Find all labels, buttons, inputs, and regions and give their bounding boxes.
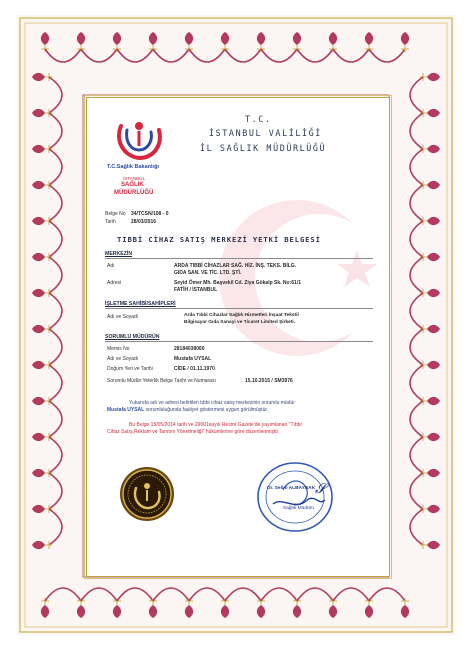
- merkez-adres-value-2: FATİH / İSTANBUL: [174, 287, 218, 293]
- approval-text: sorumluluğunda faaliyet göstermesi uygun görülmüştür.: [144, 407, 269, 413]
- doc-no-label: Belge No: [105, 211, 126, 217]
- logo-city: İSTANBUL: [123, 176, 146, 181]
- merkez-adres-value-1: Seyid Ömer Mh. Başvekil Cd. Ziya Gökalp Sk. No:61/1: [174, 280, 301, 286]
- yeterlik-label: Sorumlu Müdür Yeterlik Belge Tarihi ve Numarası: [107, 378, 216, 384]
- isletme-value-1: Arda Tıbbi Cihazlar Sağlık Hizmetleri İnşaat Tekstil: [184, 313, 299, 318]
- logo-ministry: T.C.Sağlık Bakanlığı: [107, 164, 159, 170]
- divider: [105, 341, 373, 342]
- approval-person: Mustafa UYSAL: [107, 407, 145, 413]
- tulip-ornament: [420, 541, 440, 549]
- official-stamp-icon: [255, 460, 335, 534]
- header-valilik: İSTANBUL VALİLİĞİ: [209, 128, 322, 138]
- section-sorumlu-heading: SORUMLU MÜDÜRÜN: [105, 334, 160, 340]
- adsoyad-value: Mustafa UYSAL: [174, 356, 212, 362]
- signature-mark: 𝓢: [315, 481, 326, 497]
- tulip-ornament: [32, 541, 52, 549]
- adsoyad-label: Adı ve Soyadı: [107, 356, 139, 362]
- divider: [105, 258, 373, 259]
- doc-no-value: 34/TCSN/108 - 0: [131, 211, 169, 217]
- header-tc: T.C.: [245, 114, 272, 124]
- dogum-label: Doğum Yeri ve Tarihi: [107, 366, 153, 372]
- doc-date-value: 28/03/2016: [131, 219, 157, 225]
- logo-dept-2: MÜDÜRLÜĞÜ: [114, 190, 154, 196]
- tulip-ornament: [401, 32, 409, 52]
- approval-line-2: [107, 407, 268, 413]
- signatory-title: Sağlık Müdürü: [283, 506, 314, 511]
- section-isletme-heading: İŞLETME SAHİBİ/SAHİPLERİ: [105, 301, 176, 307]
- divider: [105, 308, 373, 309]
- section-merkez-heading: MERKEZİN: [105, 251, 133, 257]
- signatory-name: Dr. Selim ALBAYRAK: [267, 486, 316, 491]
- yeterlik-value: 15.10.2015 / SM3976: [245, 378, 293, 384]
- regulation-line-2: Cihaz Satış,Reklam ve Tanıtım Yönetmeliği" hükümlerine göre düzenlenmiştir.: [107, 429, 280, 435]
- logo-dept-1: SAĞLIK: [121, 182, 144, 188]
- gold-seal-icon: [119, 466, 175, 522]
- isletme-value-2: Bilgisayar Gıda Sanayi ve Ticaret Limited Şirketi.: [184, 320, 296, 325]
- isletme-label: Adı ve Soyadı: [107, 314, 139, 320]
- ministry-logo-icon: [113, 116, 165, 162]
- doc-date-label: Tarih: [105, 219, 116, 225]
- certificate-body: T.C. İSTANBUL VALİLİĞİ İL SAĞLIK MÜDÜRLÜĞÜ T.C.Sağlık Bakanlığı İSTANBUL SAĞLIK MÜDÜRLÜĞÜ Belge No 34/TCSN/108 - 0 Tarih 28/03/2016 TIBBİ CİHAZ SATIŞ MERKEZİ YETKİ BELGESİ MERKEZİN Adı ARDA TIBBİ CİHAZLAR SAĞ. HİZ. İNŞ. TEKS. BİLG. GIDA SAN. VE TİC. LTD. ŞTİ. Adresi Seyid Ömer Mh. Başvekil Cd. Ziya Gökalp Sk. No:61/1 FATİH / İSTANBUL İŞLETME SAHİBİ/SAHİPLERİ Adı ve Soyadı Arda Tıbbi Cihazlar Sağlık Hizmetleri İnşaat Tekstil Bilgisayar Gıda Sanayi ve Ticaret Limited Şirketi. SORUMLU MÜDÜRÜN Memis No 28184038060 Adı ve Soyadı Mustafa UYSAL Doğum Yeri ve Tarihi CİDE / 01.11.1970 Sorumlu Müdür Yeterlik Belge Tarihi ve Numarası : 15.10.2015 / SM3976 Yukarıda adı ve adresi belirtilen tıbbi cihaz satış merkezinin sorumlu müdür Mustafa UYSAL sorumluluğunda faaliyet göstermesi uygun görülmüştür. Bu Belge 15/05/2014 tarih ve 29001sayılı Resmî Gazete'de yayımlanan "Tıbbi Cihaz Satış,Reklam ve Tanıtım Yönetmeliği" hükümlerine göre düzenlenmiştir. 𝓢 Dr. Selim ALBAYRAK Sağlık Müdürü: [86, 97, 390, 577]
- memis-value: 28184038060: [174, 346, 205, 352]
- merkez-ad-label: Adı: [107, 263, 115, 269]
- dogum-value: CİDE / 01.11.1970: [174, 366, 215, 372]
- tulip-ornament: [401, 598, 409, 618]
- regulation-line-1: Bu Belge 15/05/2014 tarih ve 29001sayılı Resmî Gazete'de yayımlanan "Tıbbi: [129, 422, 302, 428]
- memis-label: Memis No: [107, 346, 130, 352]
- document-title: TIBBİ CİHAZ SATIŞ MERKEZİ YETKİ BELGESİ: [117, 235, 321, 244]
- merkez-adres-label: Adresi: [107, 280, 122, 286]
- merkez-ad-value-1: ARDA TIBBİ CİHAZLAR SAĞ. HİZ. İNŞ. TEKS. BİLG.: [174, 263, 297, 269]
- merkez-ad-value-2: GIDA SAN. VE TİC. LTD. ŞTİ.: [174, 270, 242, 276]
- approval-line-1: Yukarıda adı ve adresi belirtilen tıbbi cihaz satış merkezinin sorumlu müdür: [129, 400, 295, 406]
- header-mudurluk: İL SAĞLIK MÜDÜRLÜĞÜ: [200, 143, 327, 153]
